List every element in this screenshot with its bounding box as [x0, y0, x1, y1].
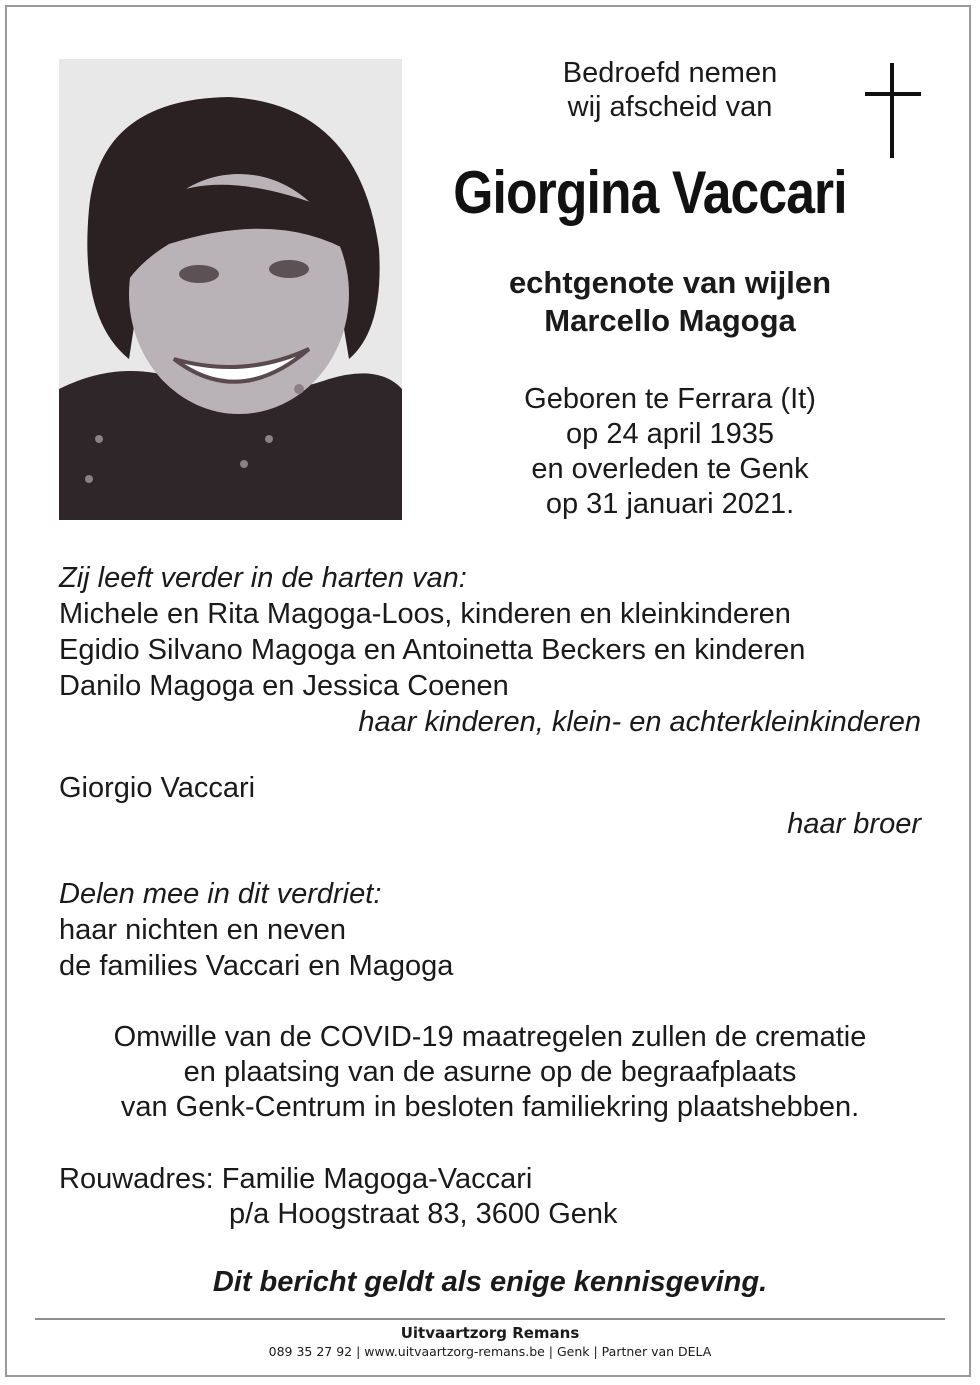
- notice-line: van Genk-Centrum in besloten familiekring plaatshebben.: [120, 1091, 860, 1123]
- spouse-info: [440, 264, 900, 340]
- address-line-1: Rouwadres: Familie Magoga-Vaccari: [59, 1163, 533, 1195]
- date-line: Geboren te Ferrara (It): [524, 383, 816, 415]
- covid-notice: [59, 1020, 921, 1125]
- funeral-home-name: Uitvaartzorg Remans: [400, 1324, 580, 1342]
- survivor-line: Danilo Magoga en Jessica Coenen: [59, 670, 509, 702]
- footer-divider: [35, 1318, 945, 1320]
- notice-line: en plaatsing van de asurne op de begraafplaats: [183, 1056, 797, 1088]
- date-line: en overleden te Genk: [531, 453, 809, 485]
- closing-statement: Dit bericht geldt als enige kennisgeving.: [212, 1266, 768, 1298]
- address-line-2: p/a Hoogstraat 83, 3600 Genk: [229, 1198, 618, 1230]
- sharing-section: [59, 876, 921, 984]
- survivors-section: [59, 560, 921, 740]
- deceased-name: Giorgina Vaccari: [453, 159, 847, 226]
- sharing-line: de families Vaccari en Magoga: [59, 950, 454, 982]
- brother-relation: haar broer: [787, 808, 921, 840]
- date-line: op 24 april 1935: [566, 418, 774, 450]
- intro-line: wij afscheid van: [567, 91, 773, 123]
- spouse-line: echtgenote van wijlen: [508, 265, 832, 300]
- survivors-heading: Zij leeft verder in de harten van:: [59, 562, 467, 594]
- intro-line: Bedroefd nemen: [562, 57, 778, 89]
- survivors-relation: haar kinderen, klein- en achterkleinkinderen: [358, 706, 921, 738]
- sharing-heading: Delen mee in dit verdriet:: [59, 878, 382, 910]
- mourning-address: [59, 1162, 618, 1232]
- life-dates: [470, 382, 870, 522]
- spouse-line: Marcello Magoga: [544, 303, 796, 338]
- notice-line: Omwille van de COVID-19 maatregelen zullen de crematie: [113, 1021, 867, 1053]
- brother-name: Giorgio Vaccari: [59, 772, 256, 804]
- date-line: op 31 januari 2021.: [545, 488, 795, 520]
- survivor-line: Michele en Rita Magoga-Loos, kinderen en kleinkinderen: [59, 598, 791, 630]
- funeral-home-contact: 089 35 27 92 | www.uitvaartzorg-remans.be | Genk | Partner van DELA: [268, 1344, 712, 1359]
- intro-text: [460, 56, 880, 124]
- survivor-line: Egidio Silvano Magoga en Antoinetta Beckers en kinderen: [59, 634, 806, 666]
- sharing-line: haar nichten en neven: [59, 914, 346, 946]
- brother-section: [59, 770, 921, 842]
- portrait-photo: [59, 59, 402, 520]
